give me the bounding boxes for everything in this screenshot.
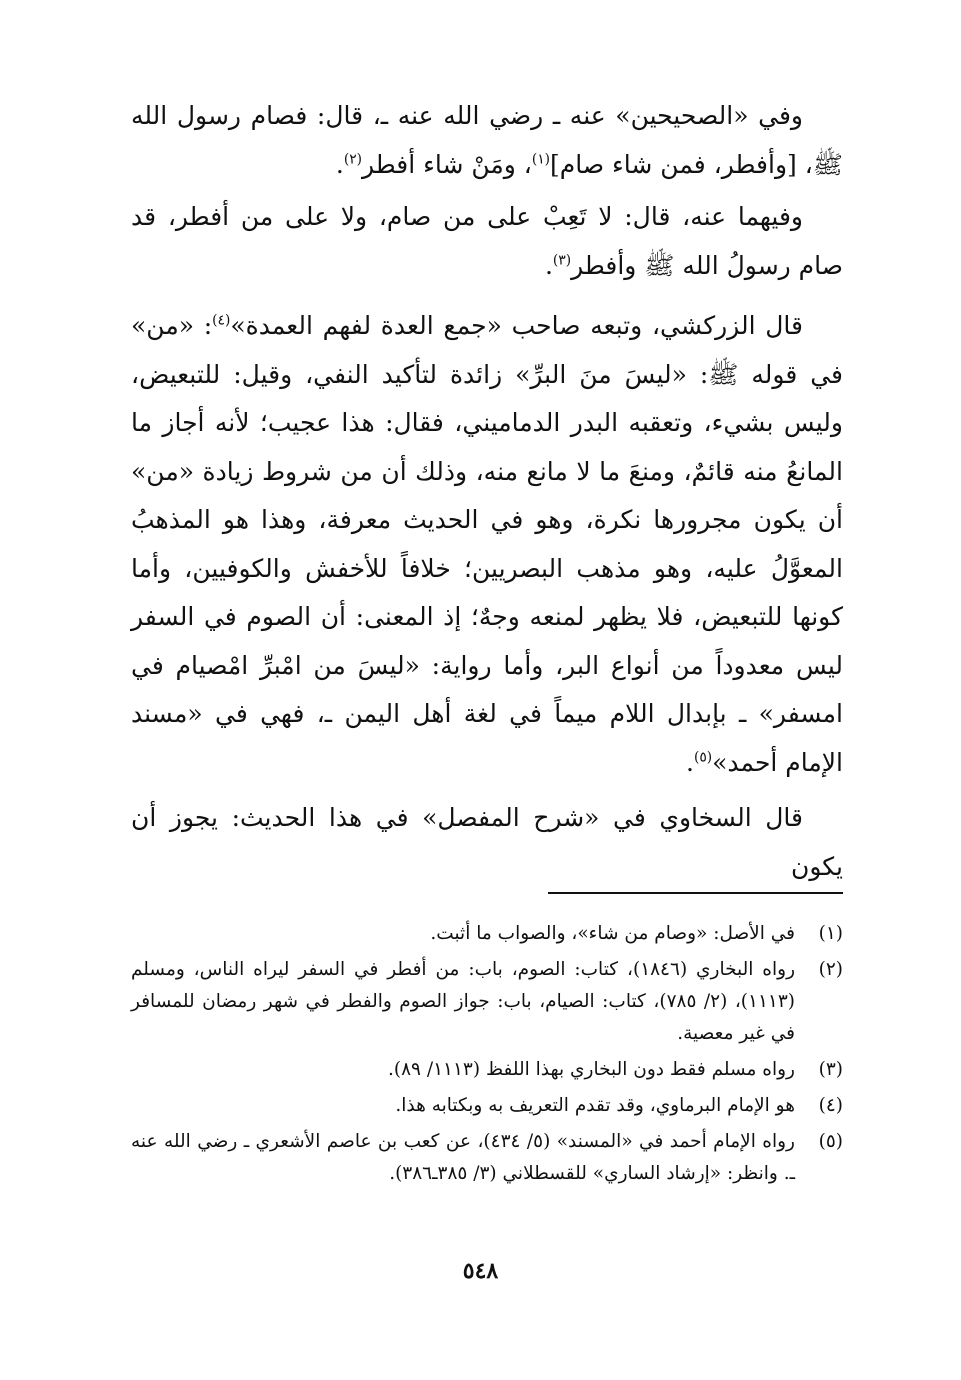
- paragraph-1-text: وفي «الصحيحين» عنه ـ رضي الله عنه ـ، قال: فصام رسول الله ﷺ، [وأفطر، فمن شاء صام]: [131, 101, 843, 179]
- paragraph-1-text-2: ، ومَنْ شاء أفطر: [361, 149, 532, 179]
- footnote-text: رواه الإمام أحمد في «المسند» (٥/ ٤٣٤)، عن كعب بن عاصم الأشعري ـ رضي الله عنه ـ. وانظر: «إرشاد الساري» للقسطلاني (٣/ ٣٨٥ـ٣٨٦).: [131, 1131, 795, 1184]
- footnote-ref-1[interactable]: (١): [531, 151, 551, 168]
- footnotes: [131, 918, 843, 1194]
- paragraph-3-text-2: : «من» في قوله ﷺ: «ليسَ منَ البرِّ» زائدة لتأكيد النفي، وقيل: للتبعيض، وليس بشيء، وتعقبه البدر الدماميني، فقال: هذا عجيب؛ لأنه أجاز ما المانعُ منه قائمٌ، ومنعَ ما لا مانع منه، وذلك أن من شروط زيادة «من» أن يكون مجرورها نكرة، وهو في الحديث معرفة، وهذا هو المذهبُ المعوَّلُ عليه، وهو مذهب البصريين؛ خلافاً للأخفش والكوفيين، وأما كونها للتبعيض، فلا يظهر لمنعه وجهٌ؛ إذ المعنى: أن الصوم في السفر ليس معدوداً من أنواع البر، وأما رواية: «ليسَ من امْبرِّ امْصيام في امسفر» ـ بإبدال اللام ميماً في لغة أهل اليمن ـ، فهي في «مسند الإمام أحمد»: [131, 311, 843, 777]
- footnote-text: في الأصل: «وصام من شاء»، والصواب ما أثبت.: [430, 923, 795, 944]
- footnote-item: [131, 954, 843, 1050]
- footnote-number: (٣): [818, 1059, 843, 1080]
- footnote-ref-3[interactable]: (٣): [552, 252, 572, 269]
- footnote-text: رواه البخاري (١٨٤٦)، كتاب: الصوم، باب: من أفطر في السفر ليراه الناس، ومسلم (١١١٣)، (٢/ ٧٨٥)، كتاب: الصيام، باب: جواز الصوم والفطر في شهر رمضان للمسافر في غير معصية.: [131, 959, 796, 1044]
- footnote-separator: [548, 892, 843, 894]
- footnote-item: [131, 918, 843, 950]
- footnote-number: (١): [818, 923, 843, 944]
- paragraph-3: [131, 302, 843, 787]
- page-number: ٥٤٨: [462, 1258, 499, 1284]
- paragraph-2-end: .: [544, 250, 553, 280]
- paragraph-4: [131, 794, 843, 891]
- footnote-number: (٤): [818, 1095, 843, 1116]
- paragraph-2-text: وفيهما عنه، قال: لا تَعِبْ على من صام، ولا على من أفطر، قد صام رسولُ الله ﷺ وأفطر: [131, 202, 843, 280]
- paragraph-1: [131, 92, 843, 189]
- paragraph-1-end: .: [335, 149, 344, 179]
- footnote-number: (٥): [818, 1131, 843, 1152]
- paragraph-3-end: .: [685, 747, 694, 777]
- footnote-text: رواه مسلم فقط دون البخاري بهذا اللفظ (١١١٣/ ٨٩).: [387, 1059, 795, 1080]
- footnote-ref-5[interactable]: (٥): [693, 749, 713, 766]
- footnote-ref-4[interactable]: (٤): [212, 312, 231, 329]
- paragraph-4-text: قال السخاوي في «شرح المفصل» في هذا الحديث: يجوز أن يكون: [131, 803, 843, 881]
- footnote-item: [131, 1126, 843, 1190]
- footnote-ref-2[interactable]: (٢): [343, 151, 362, 168]
- paragraph-3-text: قال الزركشي، وتبعه صاحب «جمع العدة لفهم العمدة»: [230, 311, 803, 340]
- footnote-text: هو الإمام البرماوي، وقد تقدم التعريف به وبكتابه هذا.: [395, 1095, 795, 1116]
- main-text: [131, 92, 843, 898]
- footnote-item: [131, 1090, 843, 1122]
- footnote-number: (٢): [818, 959, 843, 980]
- paragraph-2: [131, 193, 843, 290]
- footnote-item: [131, 1054, 843, 1086]
